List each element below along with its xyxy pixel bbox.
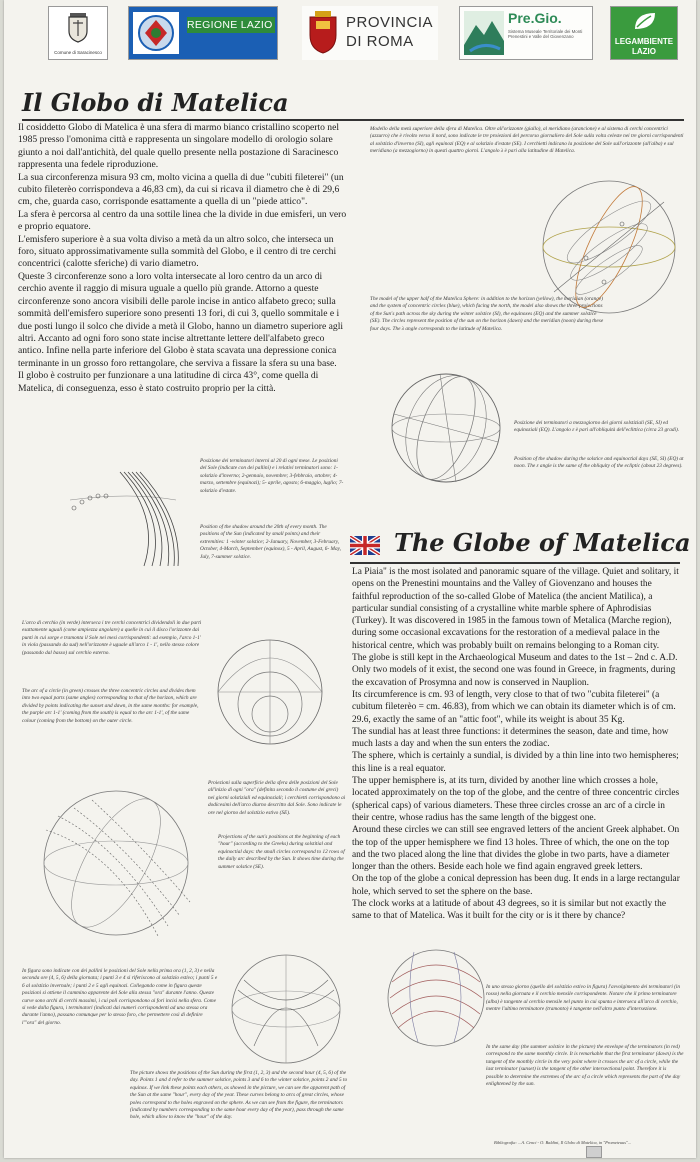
caption-text: Proiezioni sulla superficie della sfera delle posizioni del Sole all'inizio di ogni "ora" (definita secondo il costume dei greci) nei giorni solstiziali ed equinoziali; i cerchietti corrispondono ai dodicesimi dell'arco diurno descritto dal Sole. Sono indicate le ore nel giorno del solstizio estivo (SE).: [208, 780, 346, 816]
caption-model-it: [370, 126, 684, 156]
caption-arcs-it: [22, 968, 218, 1027]
english-paragraph: The clock works at a latitude of about 43 degrees, so it is similar but not exactly the same to that of Matelica. Was it built for the city or is it there by chance?: [352, 899, 666, 922]
provincia-roma-logo: [302, 6, 438, 60]
legambiente-line2: LAZIO: [632, 47, 656, 56]
caption-terminators-en: [514, 456, 684, 471]
leaf-icon: [632, 10, 658, 32]
caption-text: The model of the upper half of the Matelica Sphere: in addition to the horizon (yellow), the meridian (orange) and the system of concentric circles (blue), which facing the north, the model also shows the three projections of the Sun's path across the sky during the winter solstice (SI), the equinoxes (EQ) and the summer solstice (SE). The circles represent the position of the sun on the horizon (dawn) and the meridian (noon) during these four days. The λ angle corresponds to the latitude of Matelica.: [370, 296, 604, 332]
uk-flag-icon: [350, 536, 380, 555]
italian-paragraph: Il globo è costruito per funzionare a una latitudine di circa 43°, come quella di Matelica, di conseguenza, esso è stato costruito proprio per la città.: [18, 370, 319, 394]
english-body: [352, 566, 680, 923]
caption-envelope-en: [486, 1044, 684, 1088]
caption-text: L'arco di cerchio (in verde) interseca i tre cerchi concentrici dividendoli in due parti esattamente uguali (come ampiezza angolare) a quelle in cui il disco l'orizzonte dai punti in cui sorge e tramonta il Sole nei mesi corrispondenti: ad esempio, l'arco 1-1' in viola (passando da sud) nell'orizzonte è uguale all'arco 1 - 1', nello stesso colore (passando dal basso) sul cerchio esterno.: [22, 620, 202, 656]
english-paragraph: The globe is still kept in the Archaeological Museum and dates to the 1st – 2nd c. A.D. Only two models of it exist, the second one was found in Greece, in fragments, during the excavation of Prosymna and now is conserved in Nauplion.: [352, 653, 678, 688]
english-title: The Globe of Matelica: [394, 528, 691, 557]
regione-emblem-icon: [133, 12, 179, 54]
information-sign: [4, 0, 696, 1158]
terminators-diagram: [380, 368, 510, 488]
italian-paragraph: La sua circonferenza misura 93 cm, molto vicina a quella di due "cubiti fileterei" (un cubito fileterèo corrispondeva a 46,83 cm), da cui si ricava il diametro che è di 29,6 cm, che, guarda caso, corrisponde esattamente a quella di un "piede attico".: [18, 171, 344, 208]
pregio-subtitle: Sistema Museale Territoriale dei Monti Prenestini e Valle del Giovenzano: [508, 29, 583, 40]
comune-caption: Comune di Saracinesco: [54, 50, 102, 55]
english-heading: [350, 528, 691, 566]
caption-hours-it: [208, 780, 346, 817]
english-paragraph: Its circumference is cm. 93 of length, very close to that of two "cubita fileterei" (a cubitum fileterèo = cm. 46.83), from which we can obtain its diameter which is of cm. 29.6, exactly the same of an "attic foot", while its weight is about 35 Kg.: [352, 689, 676, 725]
provincia-crest-icon: [306, 9, 340, 57]
caption-text: Position of the shadow during the solstice and equinoctial days (SE, SI) (EQ) at noon. The ε angle is the same of the obliquity of the ecliptic (about 23 degrees).: [514, 456, 684, 470]
regione-label: REGIONE LAZIO: [187, 19, 273, 31]
english-title-underline: [350, 562, 680, 564]
english-paragraph: Around these circles we can still see engraved letters of the ancient Greek alphabet. On the top of the upper hemisphere we find 13 holes. Three of which, the one on the top and the two placed along the line that divides the globe in two parts, have a diameter longer than the others. Beside each hole we find again engraved greek letters.: [352, 825, 680, 873]
caption-text: Posizione dei terminatori interni al 20 di ogni mese. Le posizioni del Sole (indicate con dei pallini) e i relativi terminatori sono: 1-solstizio d'inverno; 2-gennaio, novembre; 3-febbraio, ottobre; 4-marzo, settembre (equinozi); 5- aprile, agosto; 6-maggio, luglio; 7-solstizio d'estate.: [200, 458, 344, 494]
caption-text: In uno stesso giorno (quello del solstizio estivo in figura) l'avvolgimento dei terminatori (in rosso) nella giornata e il cerchio mensile corrispondente. Notare che il primo terminatore (alba) è tangente al cerchio mensile nel punto in cui spunta e interseca all'arco di cerchio, mentre l'ultimo terminatore (tramonto) è tangente nell'altro punto d'intersezione.: [486, 984, 681, 1013]
italian-paragraph: L'emisfero superiore è a sua volta diviso a metà da un altro solco, che interseca un foro, situato approssimativamente sulla sommità del Globo, e il centro di tre cerchi concentrici (calotte sferiche) di vario diametro.: [18, 233, 337, 270]
english-paragraph: The sundial has at least three functions: it determines the season, date and time, how much lasts a day and when the sun enters the zodiac.: [352, 726, 669, 750]
monthly-terminators-diagram: [60, 462, 186, 574]
english-paragraph: The upper hemisphere is, at its turn, divided by another line which crosses a hole, located approximately on the top of the globe, and the centre of three concentric circles (spherical caps) of various diameters. These three circles crosse an arc of a circle in their centre, whose radius has the same length of the biggest one.: [352, 776, 680, 823]
caption-envelope-it: [486, 984, 684, 1014]
mounting-bolt: [586, 1146, 602, 1158]
comune-crest-icon: [49, 7, 107, 47]
provincia-line2: DI ROMA: [346, 33, 414, 50]
english-paragraph: On the top of the globe a conical depression has been dug. It ends in a large rectangular hole, which served to set the sphere on the base.: [352, 874, 680, 897]
caption-text: The picture shows the positions of the Sun during the first (1, 2, 3) and the second hour (4, 5, 6) of the day. Points 1 and 4 refer to the summer solstice, points 3 and 6 to the winter solstice, points 2 and 5 to equinox. If we link these points each others, as showed in the picture, we can see the apparent path of the Sun at the same "hour", every day of the year. These curves belong to arcs of great circles, whose poles correspond to the holes engraved on the sphere. As we can see from the figure, the terminators (indicated by numbers corresponding to the same hour every day of the year), pass through the same hole, which allow to know the "hour" of the day.: [130, 1070, 348, 1121]
caption-monthly-en: [200, 524, 344, 561]
caption-arcs-en: [130, 1070, 352, 1122]
pregio-logo: [459, 6, 593, 60]
english-paragraph: La Piaia" is the most isolated and panoramic square of the village. Quiet and solitary, it opens on the Prenestini mountains and the Valley of Giovenzano and houses the faithful reproduction of the so-called Globe of Matelica (the ancient Matilica), a particular sundial consisting of a crystalline white marble sphere of Aphrodisias (Turkey). It was discovered in 1985 in the famous town of Metalica (Marche region), during some occasional excavations for the restoration of a medieval palace in the historical centre, which was probably built on remains belonging to a Roman city.: [352, 567, 679, 651]
bibliography: Bibliografia: ...A. Cenci - O. Baldini, Il Globo di Matelica, in "Prometeuus"...: [494, 1140, 632, 1145]
pregio-mountain-icon: [464, 11, 504, 55]
legambiente-line1: LEGAMBIENTE: [614, 37, 674, 46]
concentric-circles-diagram: [210, 634, 330, 750]
caption-text: Projections of the sun's positions at the beginning of each "hour" (according to the Greeks) during solstitial and equinoctial days: the small circles correspond to 12 rows of the daily arc described by the Sun. It shows time during the summer solstice (SE).: [218, 834, 345, 870]
sphere-model-diagram: [534, 172, 684, 322]
caption-arc-it: [22, 620, 202, 657]
italian-paragraph: Queste 3 circonferenze sono a loro volta intersecate al loro centro da un arco di cerchio avente il raggio di misura uguale a quello più grande. Attorno a queste circonferenze sono ancora visibili delle parole incise in antico alfabeto greco; sulla sommità dell'emisfero superiore sono presenti 13 fori, di cui 3, quello sommitale e i due posti lungo il solco che divide a metà il Globo, hanno un diametro superiore agli altri. Accanto ad ogni foro sono state incise altrettante lettere dell'alfabeto greco antico. Infine nella parte inferiore del Globo è stata scavata una depressione conica terminante in un grosso foro rettangolare, che serviva a fissare la sfera su una base.: [18, 270, 344, 369]
caption-text: Position of the shadow around the 20th of every month. The positions of the Sun (indicated by small points) and their extremities: 1 -winter solstice; 2-January, November, 3-February, October, 4-March, September (equinox), 5 - April, August, 6- May, July, 7-summer solstice.: [200, 524, 341, 560]
italian-body: [18, 122, 348, 395]
caption-monthly-it: [200, 458, 344, 495]
logo-bar: [4, 0, 696, 72]
caption-arc-en: [22, 688, 202, 725]
hour-arcs-diagram: [224, 950, 348, 1068]
caption-text: The arc of a circle (in green) crosses the three concentric circles and divides them into two equal parts (same angles) corresponding to that of the horizon, which are divided by points indicating the sunset and dawn, in the same months: for example, the purple arc 1-1' (coming from the south) is equal to the arc 1-1', of the same colour (coming from the bottom) on the outer circle.: [22, 688, 199, 724]
caption-text: In figura sono indicate con dei pallini le posizioni del Sole nella prima ora (1, 2, 3) e nella seconda ore (4, 5, 6) della giornata; i punti 3 e 4 si riferiscono al solstizio estivo; i punti 5 e 6 al solstizio invernale; i punti 2 e 5 agli equinozi. Collegando come in figura queste posizioni si ottiene il cammino apparente del Sole alla stessa "ora" durante l'anno. Queste curve sono archi di cerchi massimi, i cui poli corrispondono ai fori incisi nella sfera. Come si vede dalla figura, i terminatori (indicati dai numeri corrispondenti ad una stessa ora durante l'anno), passano comunque per lo stesso foro, che permettere così di definire l'"ora" del giorno.: [22, 968, 218, 1026]
italian-paragraph: La sfera è percorsa al centro da una sottile linea che la divide in due emisferi, un vero e proprio equatore.: [18, 208, 347, 233]
caption-text: In the same day (the summer solstice in the picture) the envelope of the terminators (in red) correspond to the same monthly circle. It is remarkable that the first terminator (dawn) is the tangent of the monthly circle in the very point where it crosses the arc of a circle, while the last terminator (sunset) is the tangent of the other intersectional point. Therefore it is possible to determine the extremes of the arc of a circle which represents the part of the day enlightened by the sun.: [486, 1044, 684, 1088]
caption-hours-en: [218, 834, 346, 871]
regione-lazio-logo: [128, 6, 278, 60]
comune-logo: [48, 6, 108, 60]
italian-paragraph: Il cosiddetto Globo di Matelica è una sfera di marmo bianco cristallino scoperto nel 1985 presso l'omonima città e rappresenta un singolare modello di orologio solare giunto a noi dall'antichità, del quale quello presente nella postazione di Saracinesco rappresenta una fedele riproduzione.: [18, 122, 340, 171]
legambiente-logo: [610, 6, 678, 60]
italian-title: Il Globo di Matelica: [22, 88, 289, 117]
title-underline: [22, 119, 684, 121]
english-paragraph: The sphere, which is certainly a sundial, is divided by a thin line into two hemispheres; this line is a real equator.: [352, 751, 679, 774]
caption-terminators-it: [514, 420, 684, 435]
caption-text: Posizione dei terminatori a mezzogiorno dei giorni solstiziali (SE, SI) ed equinoziali (EQ). L'angolo ε è pari all'obliquità dell'eclittica (circa 23 gradi).: [514, 420, 680, 434]
pregio-name: Pre.Gio.: [508, 10, 562, 26]
caption-text: Modello della metà superiore della sfera di Matelica. Oltre all'orizzonte (giallo), al meridiano (arancione) e al sistema di cerchi concentrici (azzurro) che è rivolto verso il nord, sono indicate le tre proiezioni del percorso giornaliero del Sole sulla volta celeste nei tre giorni corrispondenti al solstizio d'inverno (SI), agli equinozi (EQ) e al solstizio d'estate (SE). I cerchietti indicano la posizione del Sole sull'orizzonte (all'alba) e sul meridiano (a mezzogiorno) in questi quattro giorni. L'angolo λ è pari alla latitudine di Matelica.: [370, 126, 684, 155]
provincia-line1: PROVINCIA: [346, 14, 434, 31]
hours-sphere-diagram: [18, 786, 214, 940]
envelope-diagram: [384, 938, 484, 1058]
